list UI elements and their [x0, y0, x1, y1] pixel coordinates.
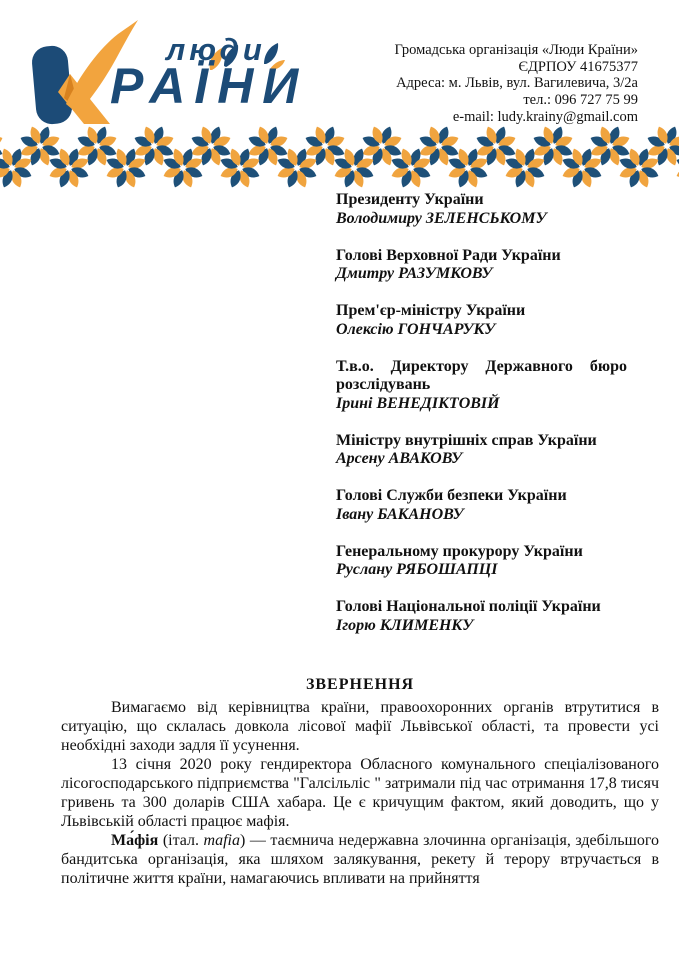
logo-word-main: РАЇНИ	[110, 58, 308, 114]
addressee-block	[336, 487, 627, 524]
appeal-heading: ЗВЕРНЕННЯ	[305, 675, 415, 693]
addressee-block	[336, 358, 627, 414]
contact-phone: тел.: 096 727 75 99	[523, 92, 638, 109]
addressee-name: Руслану РЯБОШАПЦІ	[336, 561, 498, 578]
addressee-block	[336, 598, 627, 635]
addressee-name: Олексію ГОНЧАРУКУ	[336, 320, 496, 338]
contact-org-name: Громадська організація «Люди Країни»	[394, 42, 638, 58]
appeal-body	[61, 698, 659, 888]
addressee-title: Прем'єр-міністру України	[336, 302, 526, 319]
addressee-title: Голові Служби безпеки України	[336, 487, 567, 504]
addressee-block	[336, 191, 627, 228]
addressee-title: Т.в.о. Директору Державного бюро розслідувань	[336, 357, 627, 393]
addressee-name: Володимиру ЗЕЛЕНСЬКОМУ	[336, 209, 547, 227]
addressee-title: Президенту України	[336, 191, 484, 208]
contact-edrpou: ЄДРПОУ 41675377	[518, 58, 638, 75]
addressee-title: Генеральному прокурору України	[336, 542, 583, 560]
ornament-band	[0, 125, 679, 191]
addressee-block	[336, 302, 627, 339]
addressee-block	[336, 247, 627, 284]
addressee-block	[336, 432, 627, 469]
addressee-title: Міністру внутрішніх справ України	[336, 431, 597, 449]
contact-email: e-mail: ludy.krainy@gmail.com	[452, 108, 638, 125]
addressee-name: Арсену АВАКОВУ	[336, 450, 463, 467]
contact-address: Адреса: м. Львів, вул. Вагилевича, 3/2а	[396, 75, 638, 92]
contact-block	[298, 42, 638, 126]
addressee-title: Голові Національної поліції України	[336, 598, 601, 615]
body-paragraph: Ма́фія (італ. mafia) — таємнича недержавна злочинна організація, здебільшого бандитська організація, яка шляхом залякування, рекету й терору втручається в політичне життя країни, намагаючись впливати на прийняття	[61, 832, 659, 887]
addressee-title: Голові Верховної Ради України	[336, 246, 561, 264]
mafia-latin: mafia	[203, 832, 240, 849]
addressees-section	[336, 191, 627, 654]
body-paragraph: 13 січня 2020 року гендиректора Обласного комунального спеціалізованого лісогосподарського підприємства "Галсільліс " затримали під час отримання 17,8 тисяч гривень та 300 доларів США хабара. Це є кричущим фактом, який доводить, що у Львівській області працює мафія.	[61, 756, 659, 830]
logo-word-top: люди	[166, 32, 266, 67]
addressee-name: Ірині ВЕНЕДІКТОВІЙ	[336, 394, 500, 412]
addressee-name: Івану БАКАНОВУ	[336, 505, 464, 523]
addressee-name: Дмитру РАЗУМКОВУ	[336, 265, 493, 282]
addressee-name: Ігорю КЛИМЕНКУ	[336, 616, 474, 634]
mafia-term: Ма́фія	[111, 832, 159, 849]
body-paragraph: Вимагаємо від керівництва країни, правоохоронних органів втрутитися в ситуацію, що склалась довкола лісової мафії Львівської області, та провести усі необхідні заходи задля її усунення.	[61, 699, 659, 754]
addressee-block	[336, 543, 627, 580]
